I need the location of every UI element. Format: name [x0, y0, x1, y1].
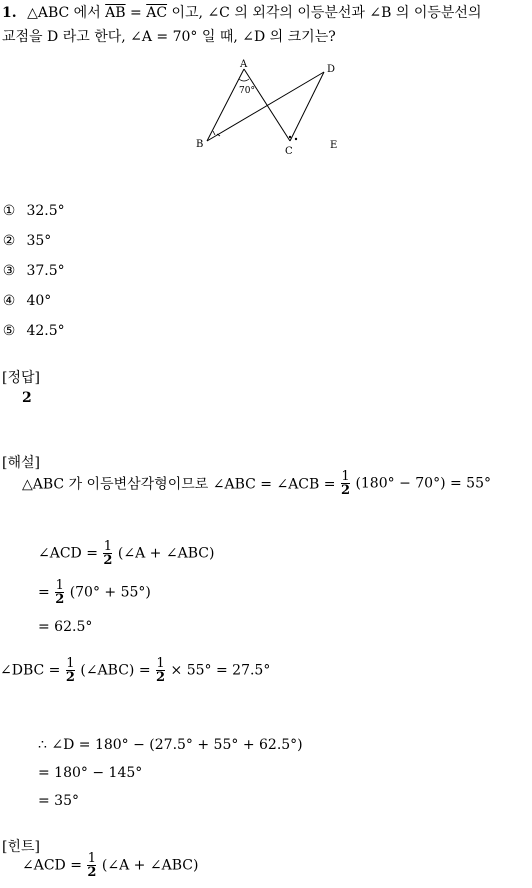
segment-ab: $\overline{AB}$ — [105, 5, 126, 21]
explanation-line-7: = 180° − 145° — [38, 765, 143, 781]
hint-heading: [힌트] — [2, 839, 40, 855]
question-line-2: 교점을 D 라고 한다, ∠A = 70° 일 때, ∠D 의 크기는? — [2, 29, 336, 45]
answer-value: 2 — [22, 390, 32, 406]
angle-label: 70° — [239, 86, 255, 96]
fraction-denominator: 2 — [340, 483, 350, 498]
question-text-a: △ABC 에서 — [27, 5, 101, 21]
question-number: 1. — [2, 5, 17, 21]
hint-line-1 — [22, 852, 198, 879]
choice-marker: ③ — [2, 263, 16, 279]
fraction-half — [87, 852, 96, 879]
fraction-numerator: 1 — [103, 539, 113, 554]
fraction-half — [341, 470, 350, 497]
expr-text: (∠ABC) = — [80, 662, 151, 679]
fraction-numerator: 1 — [66, 656, 75, 671]
answer-heading: [정답] — [2, 370, 40, 386]
triangle-figure — [190, 55, 350, 155]
label-c: C — [285, 146, 293, 155]
fraction-denominator: 2 — [103, 553, 113, 568]
explanation-line-6: ∴ ∠D = 180° − (27.5° + 55° + 62.5°) — [38, 737, 303, 753]
explanation-line-2 — [38, 540, 214, 567]
label-b: B — [196, 139, 204, 150]
question-text-b: 이고, ∠C 의 외각의 이등분선과 ∠B 의 이등분선의 — [171, 5, 482, 21]
explanation-line-3 — [38, 579, 151, 606]
label-d: D — [327, 64, 336, 75]
expr-text: (70° + 55°) — [69, 584, 151, 601]
fraction-denominator: 2 — [55, 592, 65, 607]
equals-sign: = — [130, 5, 142, 21]
explanation-line-8: = 35° — [38, 793, 79, 809]
fraction-numerator: 1 — [156, 656, 165, 671]
segment-ac: $\overline{AC}$ — [146, 5, 168, 21]
explanation-line-1 — [22, 470, 491, 497]
label-e: E — [330, 140, 338, 151]
explanation-line-4: = 62.5° — [38, 619, 93, 635]
choice-5[interactable] — [2, 323, 65, 339]
expr-text: (∠A + ∠ABC) — [117, 545, 215, 562]
fraction-denominator: 2 — [87, 865, 97, 880]
angle-c-dot-1 — [289, 136, 291, 138]
segment-a-c — [244, 69, 290, 141]
explanation-heading: [해설] — [2, 455, 40, 471]
expr-text: ∠DBC = — [0, 662, 61, 679]
choice-text: 37.5° — [26, 263, 65, 279]
choice-1[interactable] — [2, 203, 65, 219]
choice-3[interactable] — [2, 263, 65, 279]
expr-text: ∠ACD = — [22, 857, 82, 874]
expr-text: = — [38, 584, 50, 601]
fraction-half — [103, 540, 112, 567]
expr-text: × 55° = 27.5° — [170, 662, 271, 679]
choice-marker: ② — [2, 233, 16, 249]
choice-text: 40° — [26, 293, 52, 309]
fraction-denominator: 2 — [65, 670, 75, 685]
angle-a-arc — [239, 79, 249, 81]
fraction-half — [156, 657, 165, 684]
fraction-half — [55, 579, 64, 606]
expr-text: ∠ACD = — [38, 545, 98, 562]
choice-text: 35° — [26, 233, 52, 249]
choice-text: 32.5° — [26, 203, 65, 219]
expr-text: (180° − 70°) = 55° — [355, 475, 491, 492]
fraction-denominator: 2 — [156, 670, 166, 685]
fraction-numerator: 1 — [87, 851, 97, 866]
expr-text: (∠A + ∠ABC) — [101, 857, 199, 874]
choice-text: 42.5° — [26, 323, 65, 339]
explanation-line-5 — [0, 657, 270, 684]
choice-2[interactable] — [2, 233, 51, 249]
label-a: A — [240, 59, 248, 70]
fraction-half — [66, 657, 75, 684]
fraction-numerator: 1 — [55, 578, 64, 593]
choice-marker: ④ — [2, 293, 16, 309]
angle-c-dot-2 — [295, 138, 297, 140]
expr-text: △ABC 가 이등변삼각형이므로 ∠ABC = ∠ACB = — [22, 476, 336, 493]
choice-marker: ⑤ — [2, 323, 16, 339]
fraction-numerator: 1 — [341, 469, 350, 484]
choice-marker: ① — [2, 203, 16, 219]
choice-4[interactable] — [2, 293, 51, 309]
question-line-1 — [2, 2, 481, 22]
